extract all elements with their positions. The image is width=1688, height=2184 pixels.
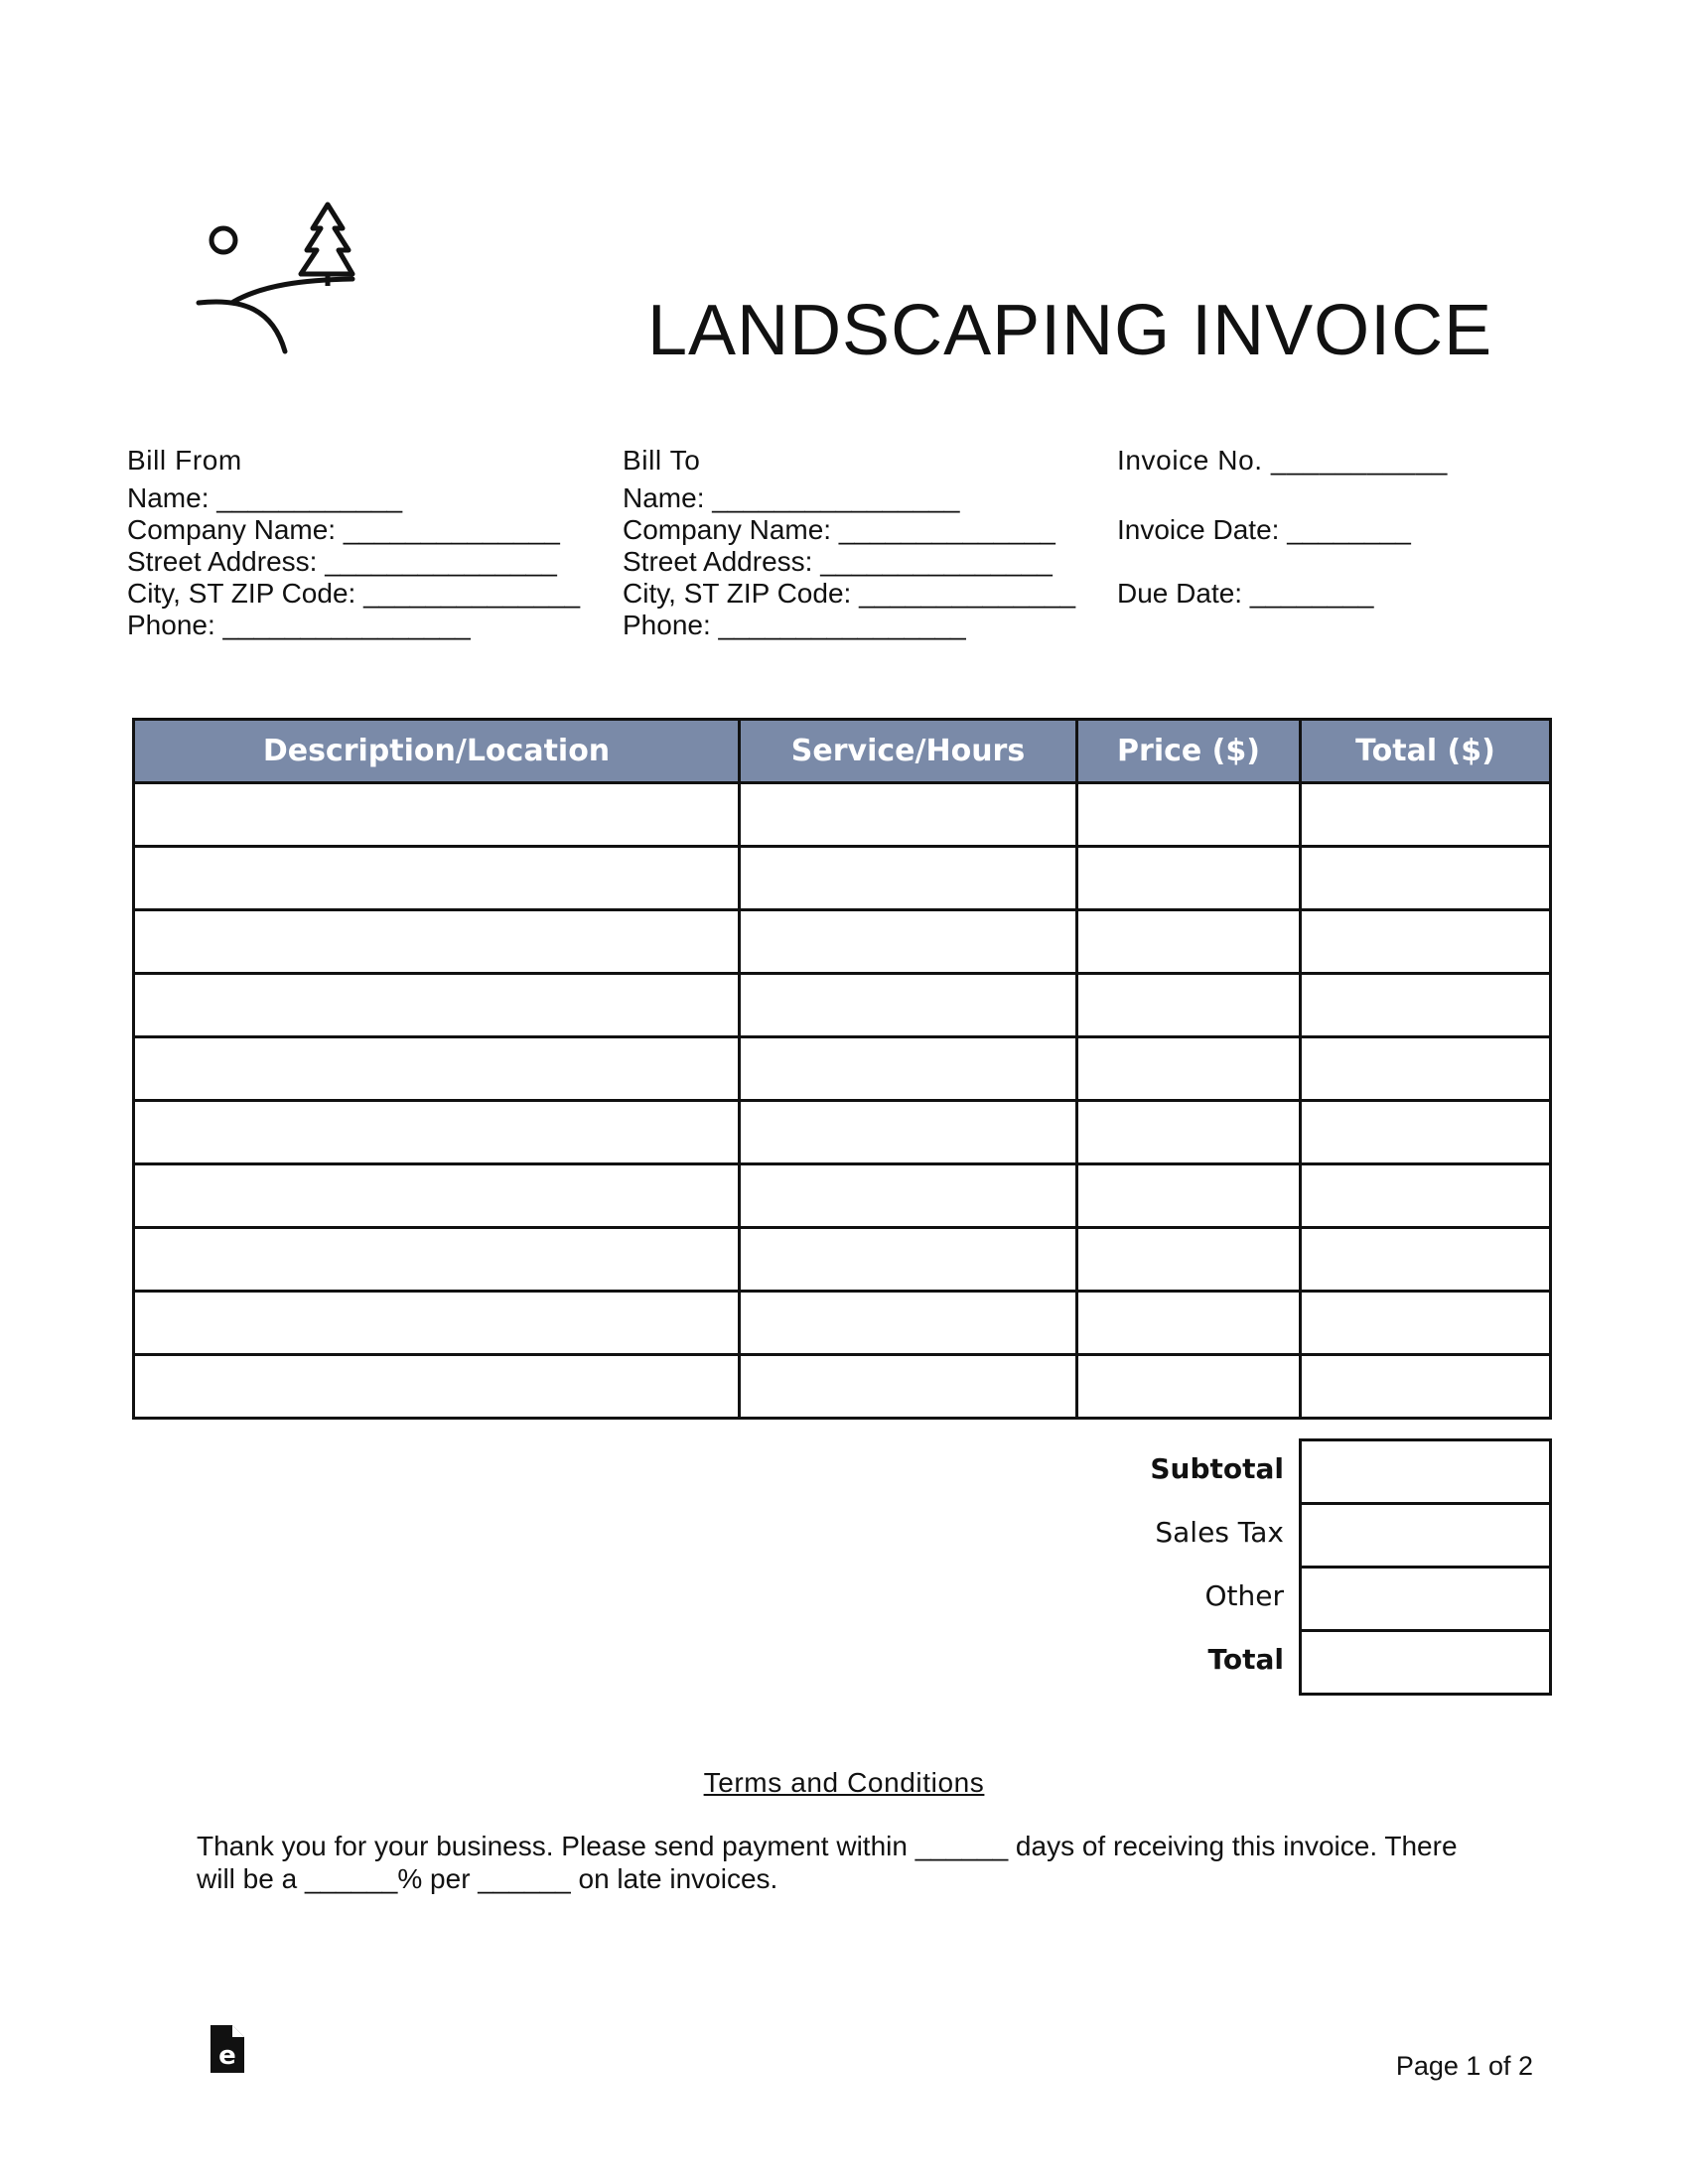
- total-cell[interactable]: [1301, 1164, 1551, 1228]
- description-cell[interactable]: [134, 974, 740, 1037]
- price-cell[interactable]: [1077, 783, 1301, 847]
- description-cell[interactable]: [134, 910, 740, 974]
- table-row: [134, 1228, 1551, 1292]
- service-hours-cell[interactable]: [740, 847, 1077, 910]
- column-header-service-hours: Service/Hours: [740, 720, 1077, 783]
- bill-from-city-field[interactable]: City, ST ZIP Code: ______________: [127, 578, 581, 609]
- bill-to-city-field[interactable]: City, ST ZIP Code: ______________: [623, 578, 1076, 609]
- table-row: [134, 1101, 1551, 1164]
- bill-from-name-field[interactable]: Name: ____________: [127, 482, 403, 513]
- table-row: [134, 1355, 1551, 1419]
- total-cell[interactable]: [1301, 847, 1551, 910]
- subtotal-value-cell[interactable]: [1301, 1440, 1551, 1504]
- service-hours-cell[interactable]: [740, 1037, 1077, 1101]
- page-number: Page 1 of 2: [1395, 2051, 1533, 2081]
- table-row: [134, 847, 1551, 910]
- total-cell[interactable]: [1301, 910, 1551, 974]
- table-header-row: [134, 720, 1551, 783]
- description-cell[interactable]: [134, 1101, 740, 1164]
- invoice-date-field[interactable]: Invoice Date: ________: [1117, 514, 1411, 545]
- bill-to-phone-field[interactable]: Phone: ________________: [623, 610, 966, 640]
- price-cell[interactable]: [1077, 974, 1301, 1037]
- description-cell[interactable]: [134, 847, 740, 910]
- table-row: [134, 1164, 1551, 1228]
- total-cell[interactable]: [1301, 1101, 1551, 1164]
- bill-from-street-field[interactable]: Street Address: _______________: [127, 546, 557, 577]
- description-cell[interactable]: [134, 1164, 740, 1228]
- landscape-logo-icon: [194, 201, 362, 359]
- service-hours-cell[interactable]: [740, 1355, 1077, 1419]
- other-value-cell[interactable]: [1301, 1568, 1551, 1631]
- terms-heading-text: Terms and Conditions: [703, 1767, 985, 1798]
- summary-boxes: [1299, 1438, 1552, 1696]
- table-row: [134, 783, 1551, 847]
- eforms-logo-icon: [207, 2019, 248, 2077]
- table-row: [134, 1037, 1551, 1101]
- total-cell[interactable]: [1301, 1292, 1551, 1355]
- description-cell[interactable]: [134, 1292, 740, 1355]
- price-cell[interactable]: [1077, 1355, 1301, 1419]
- column-header-price: Price ($): [1077, 720, 1301, 783]
- description-cell[interactable]: [134, 1355, 740, 1419]
- service-hours-cell[interactable]: [740, 910, 1077, 974]
- bill-to-company-field[interactable]: Company Name: ______________: [623, 514, 1055, 545]
- svg-text:e: e: [218, 2041, 236, 2071]
- description-cell[interactable]: [134, 783, 740, 847]
- sales-tax-label: Sales Tax: [1155, 1516, 1284, 1549]
- total-cell[interactable]: [1301, 1228, 1551, 1292]
- bill-to-block: [623, 445, 1075, 641]
- bill-from-company-field[interactable]: Company Name: ______________: [127, 514, 560, 545]
- description-cell[interactable]: [134, 1037, 740, 1101]
- price-cell[interactable]: [1077, 1228, 1301, 1292]
- total-cell[interactable]: [1301, 783, 1551, 847]
- service-hours-cell[interactable]: [740, 1164, 1077, 1228]
- total-cell[interactable]: [1301, 1037, 1551, 1101]
- price-cell[interactable]: [1077, 847, 1301, 910]
- invoice-items-table: [132, 718, 1552, 1420]
- terms-heading: [0, 1767, 1688, 1799]
- other-label: Other: [1204, 1579, 1284, 1612]
- total-label: Total: [1207, 1643, 1284, 1676]
- invoice-number-field[interactable]: Invoice No. ___________: [1117, 445, 1448, 476]
- table-row: [134, 1292, 1551, 1355]
- price-cell[interactable]: [1077, 910, 1301, 974]
- bill-to-heading: Bill To: [623, 445, 701, 476]
- bill-from-heading: Bill From: [127, 445, 242, 476]
- service-hours-cell[interactable]: [740, 1228, 1077, 1292]
- price-cell[interactable]: [1077, 1292, 1301, 1355]
- description-cell[interactable]: [134, 1228, 740, 1292]
- bill-to-street-field[interactable]: Street Address: _______________: [623, 546, 1053, 577]
- table-row: [134, 974, 1551, 1037]
- terms-body: [197, 1830, 1487, 1895]
- price-cell[interactable]: [1077, 1101, 1301, 1164]
- table-row: [134, 910, 1551, 974]
- service-hours-cell[interactable]: [740, 1292, 1077, 1355]
- bill-to-name-field[interactable]: Name: ________________: [623, 482, 960, 513]
- service-hours-cell[interactable]: [740, 974, 1077, 1037]
- column-header-total: Total ($): [1301, 720, 1551, 783]
- total-value-cell[interactable]: [1301, 1631, 1551, 1695]
- price-cell[interactable]: [1077, 1037, 1301, 1101]
- total-cell[interactable]: [1301, 1355, 1551, 1419]
- invoice-info-block: [1117, 445, 1448, 610]
- sales-tax-value-cell[interactable]: [1301, 1504, 1551, 1568]
- terms-line-2: will be a ______% per ______ on late invoices.: [197, 1863, 778, 1894]
- terms-line-1: Thank you for your business. Please send payment within ______ days of receiving this invoice. There: [197, 1831, 1458, 1861]
- service-hours-cell[interactable]: [740, 783, 1077, 847]
- bill-from-phone-field[interactable]: Phone: ________________: [127, 610, 471, 640]
- document-title: LANDSCAPING INVOICE: [647, 291, 1493, 370]
- bill-from-block: [127, 445, 580, 641]
- total-cell[interactable]: [1301, 974, 1551, 1037]
- due-date-field[interactable]: Due Date: ________: [1117, 578, 1374, 609]
- column-header-description: Description/Location: [134, 720, 740, 783]
- price-cell[interactable]: [1077, 1164, 1301, 1228]
- subtotal-label: Subtotal: [1150, 1452, 1284, 1485]
- service-hours-cell[interactable]: [740, 1101, 1077, 1164]
